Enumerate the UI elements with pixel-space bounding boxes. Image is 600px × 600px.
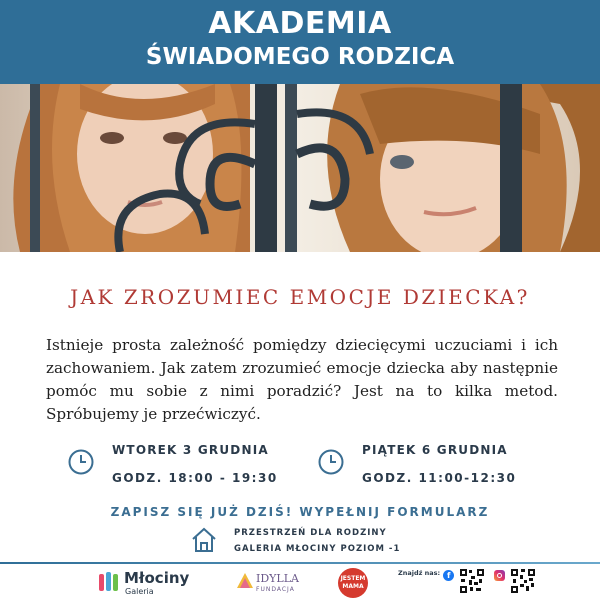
event-friday [318,443,558,493]
jestem-mama-line1: JESTEM [340,575,366,582]
hero-photo [0,84,600,252]
clock-icon [318,449,344,475]
event-time: GODZ. 18:00 - 19:30 [112,471,278,485]
description-text: Istnieje prosta zależność pomiędzy dziecięcymi uczuciami i ich zachowaniem. Jak zatem zrozumieć emocje dziecka aby następnie pomóc mu sobie z nimi poradzić? Jest na to kilka metod. Spróbujemy je przećwiczyć. [46,336,558,423]
event-time: GODZ. 11:00-12:30 [362,471,517,485]
event-day: WTOREK 3 GRUDNIA [112,443,269,457]
header-banner [0,0,600,84]
location-info [190,524,490,560]
location-line1: PRZESTRZEŃ DLA RODZINY [234,528,387,538]
idylla-logo-mark [236,572,254,590]
home-icon [190,526,218,554]
mlociny-name: Młociny [124,569,190,587]
footer-divider [0,562,600,564]
event-day: PIĄTEK 6 GRUDNIA [362,443,508,457]
signup-cta[interactable]: ZAPISZ SIĘ JUŻ DZIŚ! WYPEŁNIJ FORMULARZ [110,505,490,519]
page-title: JAK ZROZUMIEC EMOCJE DZIECKA? [70,285,530,309]
find-us-label: Znajdź nas: [398,569,441,577]
event-tuesday [68,443,308,493]
header-title-line1: AKADEMIA [208,6,392,41]
children-behind-gate-illustration [0,84,600,252]
mlociny-logo [98,569,198,597]
instagram-qr-code[interactable] [510,568,536,594]
idylla-logo [236,570,306,598]
clock-icon [68,449,94,475]
facebook-qr-code[interactable] [459,568,485,594]
idylla-sub: FUNDACJA [256,586,295,593]
location-line2: GALERIA MŁOCINY POZIOM -1 [234,544,401,554]
jestem-mama-line2: MAMA [342,583,364,590]
facebook-icon[interactable]: f [443,570,454,581]
idylla-name: IDYLLA [256,572,299,585]
jestem-mama-logo [338,568,368,598]
mlociny-sub: Galeria [125,587,154,596]
header-title-line2: ŚWIADOMEGO RODZICA [145,44,455,70]
instagram-icon[interactable] [494,570,505,581]
mlociny-logo-mark [98,571,120,593]
footer [0,562,600,600]
